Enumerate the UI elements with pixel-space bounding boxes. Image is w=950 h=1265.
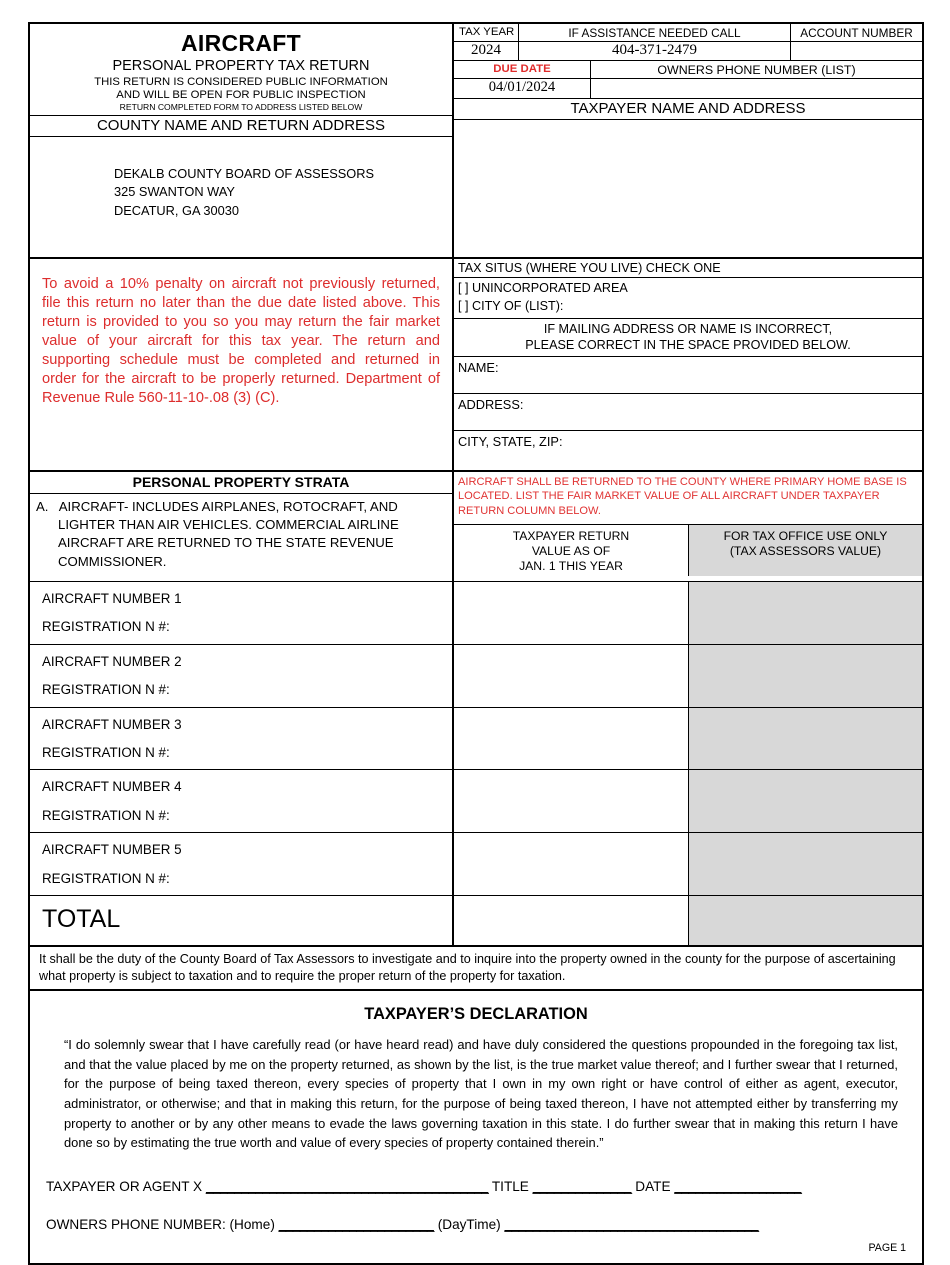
owners-phone-signature-label: OWNERS PHONE NUMBER: (Home) [46, 1216, 275, 1232]
tax-year-value: 2024 [471, 42, 501, 58]
strata-left-panel [30, 472, 454, 581]
aircraft-3-office-value[interactable] [688, 708, 922, 770]
aircraft-1-label [30, 582, 454, 644]
aircraft-2-taxpayer-value[interactable] [454, 645, 688, 707]
assistance-phone: 404-371-2479 [518, 42, 790, 60]
signature-block [30, 1153, 922, 1232]
aircraft-5-label [30, 833, 454, 895]
aircraft-5-registration-label[interactable]: REGISTRATION N #: [42, 870, 170, 886]
title-input[interactable]: ______________ [532, 1178, 632, 1194]
assessor-duty-statement: It shall be the duty of the County Board of Tax Assessors to investigate and to inquire into the property owned in the county for the purpose of ascertaining what property is subject to taxation and to require the proper return of the property for taxation. [30, 947, 922, 991]
office-col-line-2: (TAX ASSESSORS VALUE) [729, 544, 882, 559]
header-labels-row [454, 24, 922, 42]
strata-right-panel [454, 472, 922, 581]
office-col-line-1: FOR TAX OFFICE USE ONLY [723, 528, 888, 543]
aircraft-4-label [30, 770, 454, 832]
account-number-field[interactable] [790, 42, 922, 60]
taxpayer-signature-line [30, 1179, 922, 1194]
aircraft-5-office-value[interactable] [688, 833, 922, 895]
name-correction-field[interactable]: NAME: [454, 357, 922, 394]
strata-item-letter: A. [36, 498, 49, 514]
strata-item-text: AIRCRAFT- INCLUDES AIRPLANES, ROTOCRAFT, AND LIGHTER THAN AIR VEHICLES. COMMERCIAL AIRLINE AIRCRAFT ARE RETURNED TO THE STATE REVENUE COMMISSIONER. [58, 498, 399, 569]
aircraft-4-registration-label[interactable]: REGISTRATION N #: [42, 807, 170, 823]
return-instruction: RETURN COMPLETED FORM TO ADDRESS LISTED BELOW [119, 102, 363, 113]
page-title: AIRCRAFT [181, 30, 301, 56]
taxpayer-name-address-field[interactable] [454, 120, 922, 241]
aircraft-4-office-value[interactable] [688, 770, 922, 832]
tax-return-form [28, 22, 924, 1265]
notice-situs-section [30, 257, 922, 470]
aircraft-4-name: AIRCRAFT NUMBER 4 [42, 779, 182, 795]
table-row [30, 707, 922, 770]
due-date-value: 04/01/2024 [488, 79, 556, 95]
table-row [30, 832, 922, 895]
aircraft-3-name: AIRCRAFT NUMBER 3 [42, 716, 182, 732]
strata-section [30, 470, 922, 581]
taxpayer-return-column-header [454, 525, 688, 576]
page-number: PAGE 1 [868, 1241, 906, 1254]
aircraft-2-name: AIRCRAFT NUMBER 2 [42, 653, 182, 669]
checkbox-unincorporated-area[interactable]: [ ] UNINCORPORATED AREA [458, 280, 628, 295]
city-state-zip-correction-field[interactable]: CITY, STATE, ZIP: [458, 433, 563, 449]
aircraft-5-taxpayer-value[interactable] [454, 833, 688, 895]
table-row [30, 581, 922, 644]
declaration-heading: TAXPAYER’S DECLARATION [364, 1005, 588, 1024]
strata-item-a [30, 494, 452, 581]
aircraft-3-label [30, 708, 454, 770]
daytime-phone-input[interactable]: ____________________________________ [504, 1216, 759, 1232]
county-address-line-3: DECATUR, GA 30030 [114, 203, 239, 218]
address-correction-note [454, 319, 922, 357]
daytime-label: (DayTime) [437, 1216, 501, 1232]
taxpayer-signature-label: TAXPAYER OR AGENT X [46, 1178, 203, 1194]
tax-office-column-header [688, 525, 922, 576]
public-info-line-2: AND WILL BE OPEN FOR PUBLIC INSPECTION [116, 88, 366, 101]
aircraft-2-label [30, 645, 454, 707]
assistance-label: IF ASSISTANCE NEEDED CALL [518, 24, 790, 41]
due-date-labels-row [454, 61, 922, 79]
date-input[interactable]: __________________ [674, 1178, 802, 1194]
taxpayer-col-line-2: VALUE AS OF [531, 544, 611, 559]
strata-red-note: AIRCRAFT SHALL BE RETURNED TO THE COUNTY WHERE PRIMARY HOME BASE IS LOCATED. LIST THE FAIR MARKET VALUE OF ALL AIRCRAFT UNDER TAXPAYER RETURN COLUMN BELOW. [458, 475, 907, 517]
date-label: DATE [635, 1178, 671, 1194]
aircraft-1-registration-label[interactable]: REGISTRATION N #: [42, 619, 170, 635]
aircraft-3-registration-label[interactable]: REGISTRATION N #: [42, 744, 170, 760]
aircraft-1-office-value[interactable] [688, 582, 922, 644]
aircraft-3-taxpayer-value[interactable] [454, 708, 688, 770]
due-date-label: DUE DATE [493, 63, 551, 75]
table-row [30, 644, 922, 707]
correction-line-1: IF MAILING ADDRESS OR NAME IS INCORRECT, [543, 321, 833, 336]
form-header [30, 24, 922, 257]
tax-situs-options [454, 278, 922, 319]
checkbox-city-of[interactable]: [ ] CITY OF (LIST): [458, 298, 564, 313]
value-column-headers [454, 524, 922, 576]
taxpayer-col-line-1: TAXPAYER RETURN [512, 528, 630, 543]
taxpayer-name-band: TAXPAYER NAME AND ADDRESS [454, 99, 922, 120]
total-row [30, 895, 922, 947]
county-return-address [30, 136, 452, 257]
owners-phone-field[interactable] [590, 79, 922, 98]
county-address-line-1: DEKALB COUNTY BOARD OF ASSESSORS [114, 165, 375, 181]
declaration-section [30, 991, 922, 1263]
public-info-line-1: THIS RETURN IS CONSIDERED PUBLIC INFORMATION [94, 75, 388, 88]
header-values-row [454, 42, 922, 61]
home-phone-input[interactable]: ______________________ [278, 1216, 434, 1232]
aircraft-2-registration-label[interactable]: REGISTRATION N #: [42, 682, 170, 698]
total-label: TOTAL [30, 896, 454, 945]
aircraft-table [30, 581, 922, 947]
title-label: TITLE [491, 1178, 529, 1194]
account-number-label: ACCOUNT NUMBER [790, 24, 922, 41]
form-subtitle: PERSONAL PROPERTY TAX RETURN [112, 58, 370, 75]
aircraft-4-taxpayer-value[interactable] [454, 770, 688, 832]
total-office-value[interactable] [688, 896, 922, 945]
table-row [30, 769, 922, 832]
penalty-notice-text: To avoid a 10% penalty on aircraft not previously returned, file this return no later than the due date listed above. This return is provided to you so you may return the fair market value of your aircraft for this tax year. The return and supporting schedule must be completed and returned in order for the aircraft to be properly returned. Department of Revenue Rule 560-11-10-.08 (3) (C). [42, 275, 440, 406]
tax-situs-panel [454, 259, 922, 470]
taxpayer-col-line-3: JAN. 1 THIS YEAR [519, 559, 623, 574]
due-date-values-row [454, 79, 922, 99]
tax-situs-heading: TAX SITUS (WHERE YOU LIVE) CHECK ONE [454, 259, 922, 278]
strata-heading: PERSONAL PROPERTY STRATA [30, 472, 452, 494]
owners-phone-label: OWNERS PHONE NUMBER (LIST) [590, 61, 922, 78]
correction-line-2: PLEASE CORRECT IN THE SPACE PROVIDED BELOW. [525, 337, 851, 352]
header-right-panel [454, 24, 922, 257]
header-left-panel [30, 24, 454, 257]
owners-phone-line [30, 1194, 922, 1232]
aircraft-1-name: AIRCRAFT NUMBER 1 [42, 590, 182, 606]
taxpayer-signature-input[interactable]: ________________________________________ [205, 1178, 489, 1194]
aircraft-5-name: AIRCRAFT NUMBER 5 [42, 842, 182, 858]
declaration-body: “I do solemnly swear that I have carefully read (or have heard read) and have duly considered the questions propounded in the foregoing tax list, and that the value placed by me on the property returned, as shown by the list, is the true market value thereof; and I further swear that I returned, for the purpose of being taxed thereon, every species of property that I own in my own right or have control of either as agent, executor, administrator, or otherwise; and that in making this return, for the purpose of being taxed thereon, I have not attempted either by transferring my property to another or by any other means to evade the laws governing taxation in this state. I do further swear that in making this return I have done so by estimating the true worth and value of every species of property contained therein.” [64, 1037, 898, 1151]
address-correction-field[interactable]: ADDRESS: [454, 394, 922, 431]
tax-year-label: TAX YEAR [459, 26, 515, 38]
aircraft-1-taxpayer-value[interactable] [454, 582, 688, 644]
aircraft-2-office-value[interactable] [688, 645, 922, 707]
total-taxpayer-value[interactable] [454, 896, 688, 945]
county-address-line-2: 325 SWANTON WAY [114, 184, 235, 200]
county-name-band: COUNTY NAME AND RETURN ADDRESS [30, 115, 452, 136]
penalty-notice-panel [30, 259, 454, 470]
